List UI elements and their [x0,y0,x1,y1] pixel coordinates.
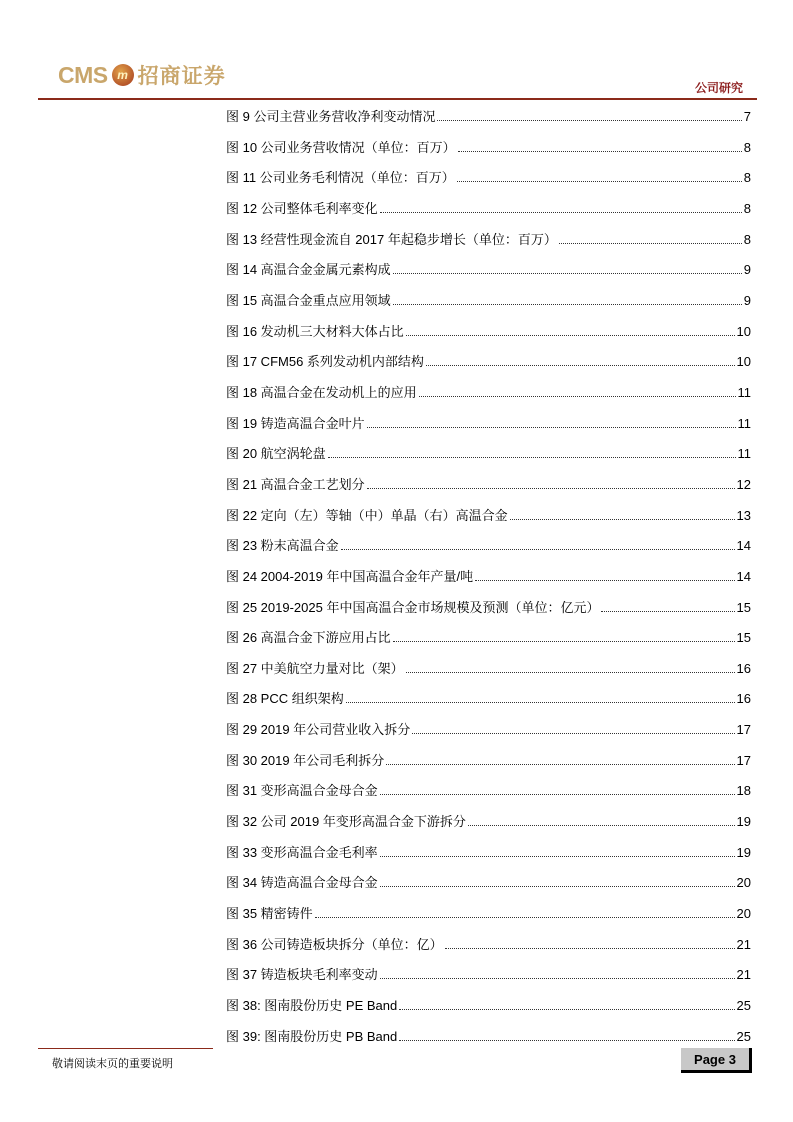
dot-leader [510,519,735,520]
toc-entry-page: 17 [736,752,751,768]
toc-entry-page: 14 [736,568,751,584]
dot-leader [399,1040,734,1041]
dot-leader [468,825,735,826]
toc-entry-title: 图 21 高温合金工艺划分 [226,476,365,492]
dot-leader [380,856,735,857]
toc-entry[interactable] [226,1027,751,1058]
toc-entry-page: 7 [743,109,751,124]
toc-entry-title: 图 27 中美航空力量对比（架） [226,660,404,676]
toc-entry[interactable] [226,996,751,1027]
toc-entry[interactable] [226,138,751,169]
toc-entry[interactable] [226,904,751,935]
toc-entry[interactable] [226,843,751,874]
toc-entry-page: 8 [743,170,751,186]
toc-entry-page: 9 [743,262,751,278]
toc-entry[interactable] [226,536,751,567]
toc-entry-title: 图 14 高温合金金属元素构成 [226,262,391,278]
toc-entry-page: 15 [736,630,751,646]
toc-entry-title: 图 13 经营性现金流自 2017 年起稳步增长（单位：百万） [226,231,557,247]
toc-entry-page: 8 [743,200,751,216]
dot-leader [601,611,734,612]
toc-entry[interactable] [226,168,751,199]
logo-text-cn: 招商证券 [137,63,226,88]
toc-entry-page: 11 [737,384,751,400]
toc-entry-page: 13 [736,507,751,523]
dot-leader [393,304,742,305]
toc-entry-page: 20 [736,875,751,891]
toc-entry-page: 19 [736,844,751,860]
dot-leader [406,672,735,673]
toc-entry-title: 图 35 精密铸件 [226,906,313,922]
toc-entry-title: 图 37 铸造板块毛利率变动 [226,967,378,983]
dot-leader [315,917,735,918]
toc-entry-page: 14 [736,538,751,554]
toc-entry-title: 图 29 2019 年公司营业收入拆分 [226,722,411,738]
toc-entry[interactable] [226,812,751,843]
toc-entry[interactable] [226,383,751,414]
dot-leader [559,243,742,244]
toc-entry-page: 8 [743,139,751,155]
toc-entry-title: 图 18 高温合金在发动机上的应用 [226,384,417,400]
toc-entry-page: 20 [736,906,751,922]
dot-leader [475,580,734,581]
section-label: 公司研究 [694,81,743,95]
toc-entry[interactable] [226,107,751,138]
dot-leader [419,396,736,397]
toc-entry-title: 图 23 粉末高温合金 [226,538,339,554]
toc-entry-page: 25 [736,998,751,1014]
toc-entry-page: 19 [736,814,751,830]
toc-entry-title: 图 25 2019-2025 年中国高温合金市场规模及预测（单位：亿元） [226,599,600,615]
toc-entry-page: 10 [736,323,751,339]
toc-entry-page: 18 [736,783,751,799]
toc-entry[interactable] [226,352,751,383]
toc-entry-page: 12 [736,476,751,492]
dot-leader [367,427,736,428]
toc-entry-title: 图 11 公司业务毛利情况（单位：百万） [226,170,455,186]
toc-entry-page: 21 [736,967,751,983]
toc-entry[interactable] [226,873,751,904]
dot-leader [380,212,742,213]
toc-entry-page: 25 [736,1028,751,1044]
toc-entry[interactable] [226,689,751,720]
dot-leader [380,978,735,979]
toc-entry-page: 8 [743,231,751,247]
logo-badge-icon: m [112,64,134,86]
dot-leader [445,948,735,949]
toc-entry-page: 11 [737,446,751,462]
toc-entry-title: 图 26 高温合金下游应用占比 [226,630,391,646]
toc-entry[interactable] [226,628,751,659]
dot-leader [426,365,735,366]
toc-entry-page: 11 [737,415,751,431]
toc-entry-title: 图 12 公司整体毛利率变化 [226,200,378,216]
toc-entry-page: 16 [736,691,751,707]
toc-entry[interactable] [226,291,751,322]
toc-entry-title: 图 28 PCC 组织架构 [226,691,344,707]
toc-entry[interactable] [226,751,751,782]
toc-entry-title: 图 36 公司铸造板块拆分（单位：亿） [226,936,443,952]
company-logo [58,60,226,90]
toc-entry-page: 15 [736,599,751,615]
toc-entry-title: 图 32 公司 2019 年变形高温合金下游拆分 [226,814,466,830]
dot-leader [458,151,742,152]
toc-entry-title: 图 15 高温合金重点应用领域 [226,292,391,308]
table-of-figures [226,107,751,1057]
toc-entry-page: 16 [736,660,751,676]
toc-entry-title: 图 9 公司主营业务营收净利变动情况 [226,109,436,124]
dot-leader [406,335,735,336]
dot-leader [393,273,742,274]
toc-entry-title: 图 33 变形高温合金毛利率 [226,844,378,860]
dot-leader [367,488,735,489]
toc-entry[interactable] [226,444,751,475]
dot-leader [380,886,735,887]
toc-entry[interactable] [226,506,751,537]
toc-entry-title: 图 19 铸造高温合金叶片 [226,415,365,431]
toc-entry[interactable] [226,781,751,812]
toc-entry-title: 图 16 发动机三大材料大体占比 [226,323,404,339]
toc-entry[interactable] [226,199,751,230]
toc-entry[interactable] [226,475,751,506]
toc-entry-page: 21 [736,936,751,952]
dot-leader [393,641,735,642]
toc-entry[interactable] [226,260,751,291]
toc-entry-title: 图 30 2019 年公司毛利拆分 [226,752,385,768]
dot-leader [341,549,735,550]
toc-entry-title: 图 20 航空涡轮盘 [226,446,326,462]
toc-entry[interactable] [226,965,751,996]
toc-entry-title: 图 38: 图南股份历史 PE Band [226,998,398,1014]
footer-notice: 敬请阅读末页的重要说明 [52,1058,173,1070]
toc-entry-title: 图 34 铸造高温合金母合金 [226,875,378,891]
dot-leader [457,181,742,182]
toc-entry-page: 10 [736,354,751,370]
page-number: Page 3 [681,1048,752,1073]
toc-entry[interactable] [226,935,751,966]
toc-entry-title: 图 39: 图南股份历史 PB Band [226,1028,398,1044]
logo-text-en: CMS [58,61,108,88]
dot-leader [328,457,736,458]
toc-entry[interactable] [226,567,751,598]
toc-entry-title: 图 17 CFM56 系列发动机内部结构 [226,354,424,370]
toc-entry[interactable] [226,230,751,261]
toc-entry-title: 图 24 2004-2019 年中国高温合金年产量/吨 [226,568,474,584]
toc-entry[interactable] [226,659,751,690]
dot-leader [437,120,741,121]
toc-entry-title: 图 31 变形高温合金母合金 [226,783,378,799]
toc-entry-title: 图 10 公司业务营收情况（单位：百万） [226,139,456,155]
dot-leader [412,733,734,734]
toc-entry-page: 17 [736,722,751,738]
toc-entry[interactable] [226,598,751,629]
dot-leader [380,794,735,795]
dot-leader [346,702,735,703]
toc-entry[interactable] [226,720,751,751]
footer-divider [38,1048,213,1049]
dot-leader [386,764,734,765]
toc-entry[interactable] [226,322,751,353]
toc-entry-page: 9 [743,292,751,308]
toc-entry[interactable] [226,414,751,445]
toc-entry-title: 图 22 定向（左）等轴（中）单晶（右）高温合金 [226,507,508,523]
header-divider [38,98,757,100]
dot-leader [399,1009,734,1010]
